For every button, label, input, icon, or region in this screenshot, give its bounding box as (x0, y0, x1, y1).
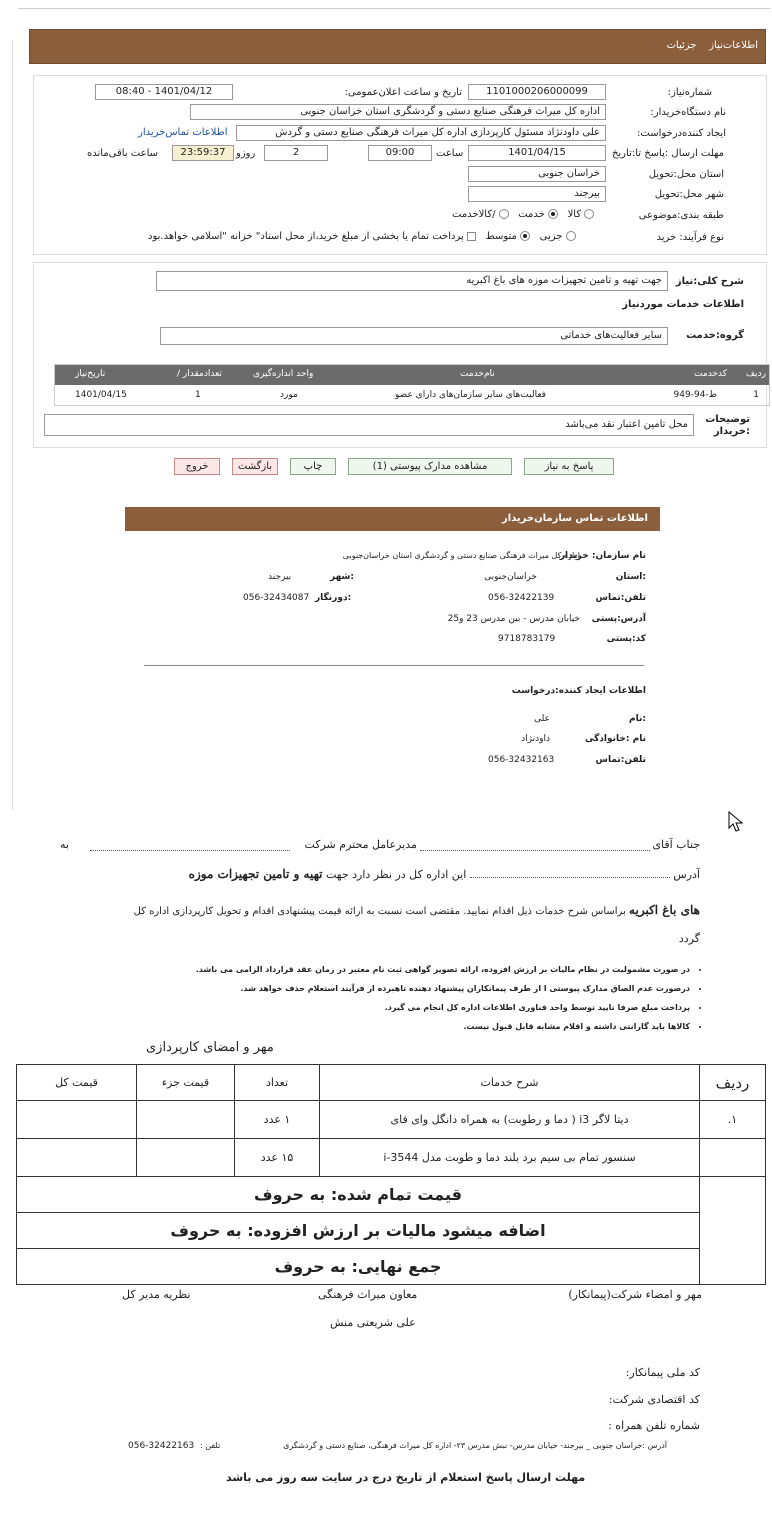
contact-address-label: آدرس:پستی (591, 614, 646, 624)
contact-city-label: :شهر (330, 572, 354, 582)
th-total-price: قیمت کل (17, 1065, 137, 1101)
bullet-item: • پرداخت مبلغ صرفا تایید توسط واحد فناوری اطلاعات اداره کل انجام می گیرد. (90, 998, 690, 1017)
grand-total-words: جمع نهایی: به حروف (17, 1249, 700, 1285)
need-number-field: 1101000206000099 (468, 84, 606, 100)
category-label: طبقه بندی:موضوعی (638, 210, 724, 221)
contact-phone: 056-32422139 (488, 593, 555, 603)
dotline-1 (420, 850, 650, 851)
item-qty: ۱۵ عدد (235, 1139, 320, 1177)
proc-minor-label: جزیی (539, 231, 563, 242)
cat-goods-radio[interactable] (584, 209, 594, 219)
org-value: اداره کل میراث فرهنگی صنایع دستی و گردشگری استان خراسان‌جنوبی (342, 551, 580, 560)
footer-address: آدرس :خراسان جنوبی _ بیرجند- خیابان مدرس- نبش مدرس ۲۳- اداره کل میراث فرهنگی، صنایع دستی و گردشگری (283, 1441, 667, 1450)
letter-l2-b: این اداره کل در نظر دارد جهت (325, 868, 467, 881)
contact-province: خراسان‌جنوبی (484, 572, 537, 582)
proc-medium-label: متوسط (485, 231, 517, 242)
top-rule (18, 8, 770, 9)
creator-label: ایجاد کننده‌درخواست: (637, 128, 726, 139)
item-no (700, 1139, 766, 1177)
td-date: 1401/04/15 (75, 390, 127, 400)
proc-medium-radio[interactable] (520, 231, 530, 241)
th-unit: واحد اندازه‌گیری (253, 369, 314, 379)
details-panel (33, 75, 767, 255)
th-code: کدخدمت (694, 369, 727, 379)
mobile-label: شماره تلفن همراه : (608, 1419, 700, 1432)
th-name: نام‌خدمت (460, 369, 495, 379)
td-row: 1 (753, 390, 759, 400)
th-qty: تعداد (235, 1065, 320, 1101)
items-table (16, 1064, 766, 1285)
creator-field: علی داودنژاد مسئول کارپردازی اداره کل میراث فرهنگی صنایع دستی و گردش (236, 125, 606, 141)
total-words: قیمت تمام شده: به حروف (17, 1177, 700, 1213)
announce-field: 1401/04/12 - 08:40 (95, 84, 233, 100)
letter-line-3 (50, 903, 700, 917)
deadline-time-field: 09:00 (368, 145, 432, 161)
process-label: نوع فرآیند: خرید (656, 232, 724, 243)
item-no: ۱. (700, 1101, 766, 1139)
contact-province-label: :استان (615, 572, 646, 582)
bullet-item: • درصورت عدم الصاق مدارک پیوستی ا از طرف پیمانکاران پیشنهاد دهنده تاهبرده از فرآیند استعلام حذف خواهد شد. (90, 979, 690, 998)
letter-bullets (90, 960, 690, 1036)
tab-details[interactable]: جزئیات (666, 40, 697, 51)
tab-need-info[interactable]: اطلاعات‌نیاز (709, 40, 758, 51)
announce-label: تاریخ و ساعت اعلان‌عمومی: (344, 87, 462, 98)
creator-family-label: نام :خانوادگی (584, 734, 646, 744)
buyer-label: نام دستگاه‌خریدار: (650, 107, 726, 118)
td-name: فعالیت‌های سایر سازمان‌های دارای عضو (395, 390, 546, 400)
cat-service-label: خدمت (518, 209, 545, 220)
notes-field: محل تامین اعتبار نقد می‌باشد (44, 414, 694, 436)
days-label: روزو (236, 148, 256, 159)
td-code: ط-94-949 (673, 390, 717, 400)
contact-fax: 056-32434087 (243, 593, 310, 603)
procurement-seal-title: مهر و امضای کارپردازی (146, 1040, 274, 1055)
cat-service-radio[interactable] (548, 209, 558, 219)
letter-l1-a: جناب آقای (652, 838, 700, 851)
cat-goods-label: کالا (567, 209, 582, 220)
item-total-price (17, 1139, 137, 1177)
cat-both-label: /کالاخدمت (452, 209, 496, 220)
economic-id-label: کد اقتصادی شرکت: (608, 1393, 700, 1406)
buyer-field: اداره کل میراث فرهنگی صنایع دستی و گردشگری استان خراسان جنوبی (190, 104, 606, 120)
need-number-label: شماره‌نیاز: (667, 87, 712, 98)
services-header-row (55, 365, 769, 385)
footer-tel-label: تلفن : (200, 1441, 221, 1450)
item-desc: دیتا لاگر i3 ( دما و رطوبت) به همراه دانگل وای فای (320, 1101, 700, 1139)
sig-deputy-name: علی شریعتی منش (330, 1316, 416, 1329)
sig-director: نظریه مدیر کل (122, 1288, 191, 1301)
reply-button[interactable]: پاسخ به نیاز (524, 458, 614, 475)
item-unit-price (137, 1101, 235, 1139)
item-unit-price (137, 1139, 235, 1177)
notes-label: توضیحات :خریدار (705, 414, 750, 437)
letter-l3-b: براساس شرح خدمات ذیل اقدام نمایید. مقتضی است نسبت به ارائه قیمت پیشنهادی اقدام و تحویل کارپردازی اداره کل (133, 906, 626, 917)
contact-address: خیابان مدرس - بین مدرس 23 و25 (447, 614, 580, 624)
sig-deputy: معاون میراث فرهنگی (318, 1288, 418, 1301)
dotline-2 (90, 850, 290, 851)
letter-l2-a: آدرس (673, 868, 700, 881)
vat-words: اضافه میشود مالیات بر ارزش افزوده: به حروف (17, 1213, 700, 1249)
footer-tel: 056-32422163 (128, 1441, 195, 1451)
item-qty: ۱ عدد (235, 1101, 320, 1139)
letter-l3-a: های باغ اکبریه (629, 903, 700, 917)
remaining-time-field: 23:59:37 (172, 145, 234, 161)
exit-button[interactable]: خروج (174, 458, 220, 475)
print-button[interactable]: چاپ (290, 458, 336, 475)
province-label: استان محل:تحویل (648, 169, 724, 180)
org-label: نام سازمان: خریدار (559, 551, 646, 561)
creator-phone-label: تلفن:تماس (595, 755, 646, 765)
buyer-contact-link[interactable]: اطلاعات تماس‌خریدار (138, 127, 228, 138)
th-desc: شرح خدمات (320, 1065, 700, 1101)
services-title: اطلاعات خدمات موردنیاز (622, 299, 744, 310)
contact-title: اطلاعات تماس سازمان‌خریدار (501, 513, 648, 524)
th-qty: / تعدادمقدار (177, 369, 222, 379)
days-field: 2 (264, 145, 328, 161)
contact-phone-label: تلفن:تماس (595, 593, 646, 603)
desc-label: شرح کلی:نیاز (675, 276, 744, 287)
th-no: ردیف (700, 1065, 766, 1101)
city-field: بیرجند (468, 186, 606, 202)
left-rule (12, 40, 13, 810)
td-qty: 1 (195, 390, 201, 400)
sig-contractor: مهر و امضاء شرکت(پیمانکار) (568, 1288, 702, 1301)
process-options (148, 231, 576, 242)
attachments-button[interactable]: مشاهده مدارک پیوستی (1) (348, 458, 512, 475)
contact-postal-label: کد:پستی (606, 634, 646, 644)
deadline-date-field: 1401/04/15 (468, 145, 606, 161)
th-row: ردیف (745, 369, 766, 379)
item-total-price (17, 1101, 137, 1139)
letter-line-4: گردد (678, 932, 700, 945)
city-label: شهر محل:تحویل (654, 189, 724, 200)
back-button[interactable]: بازگشت (232, 458, 278, 475)
province-field: خراسان جنوبی (468, 166, 606, 182)
item-desc: سنسور تمام بی سیم برد بلند دما و طوبت مدل i-3544 (320, 1139, 700, 1177)
payment-checkbox[interactable] (467, 232, 476, 241)
cat-both-radio[interactable] (499, 209, 509, 219)
group-label: گروه:خدمت (686, 330, 744, 341)
th-date: تاریخ‌نیاز (75, 369, 106, 379)
bullet-item: • در صورت مشمولیت در نظام مالیات بر ارزش افزوده، ارائه تصویر گواهی ثبت نام معتبر در زمان عقد قرارداد الزامی می باشد. (90, 960, 690, 979)
time-label: ساعت (436, 148, 464, 159)
creator-info-title: اطلاعات ایجاد کننده:درخواست (511, 686, 646, 696)
creator-name-label: :نام (629, 714, 646, 724)
contact-divider (144, 665, 644, 666)
bullet-item: • کالاها باید گارانتی داشته و اقلام مشابه قابل قبول نیست. (90, 1017, 690, 1036)
response-deadline: مهلت ارسال پاسخ استعلام از تاریخ درج در سایت سه روز می باشد (226, 1471, 586, 1484)
contact-postal: 9718783179 (498, 634, 556, 644)
creator-phone: 056-32432163 (488, 755, 555, 765)
header-tabs (667, 40, 759, 51)
letter-l1-c: به (60, 838, 69, 851)
mouse-cursor-icon (728, 811, 744, 833)
remaining-label: ساعت باقی‌مانده (87, 148, 159, 159)
payment-note: پرداخت تمام یا بخشی از مبلغ خرید،از محل اسناد" خزانه "اسلامی خواهد.بود (148, 231, 464, 242)
group-field: سایر فعالیت‌های خدماتی (160, 327, 668, 345)
category-options (452, 209, 594, 220)
th-unit-price: قیمت جزء (137, 1065, 235, 1101)
header-bar (29, 29, 766, 64)
contact-fax-label: :دورنگار (315, 593, 352, 603)
letter-l2-c: تهیه و تامین تجهیزات موزه (188, 867, 323, 881)
creator-name: علی (534, 714, 550, 724)
letter-line-2 (50, 867, 700, 881)
creator-family: داودنژاد (521, 734, 550, 744)
proc-minor-radio[interactable] (566, 231, 576, 241)
letter-l1-b: مدیرعامل محترم شرکت (304, 838, 417, 851)
deadline-label: مهلت ارسال :پاسخ تا:تاریخ (611, 148, 724, 159)
national-id-label: کد ملی پیمانکار: (625, 1366, 700, 1379)
td-unit: مورد (280, 390, 298, 400)
contact-city: بیرجند (268, 572, 292, 582)
services-table (54, 364, 770, 406)
desc-field: جهت تهیه و تامین تجهیزات موزه های باغ اکبریه (156, 271, 668, 291)
